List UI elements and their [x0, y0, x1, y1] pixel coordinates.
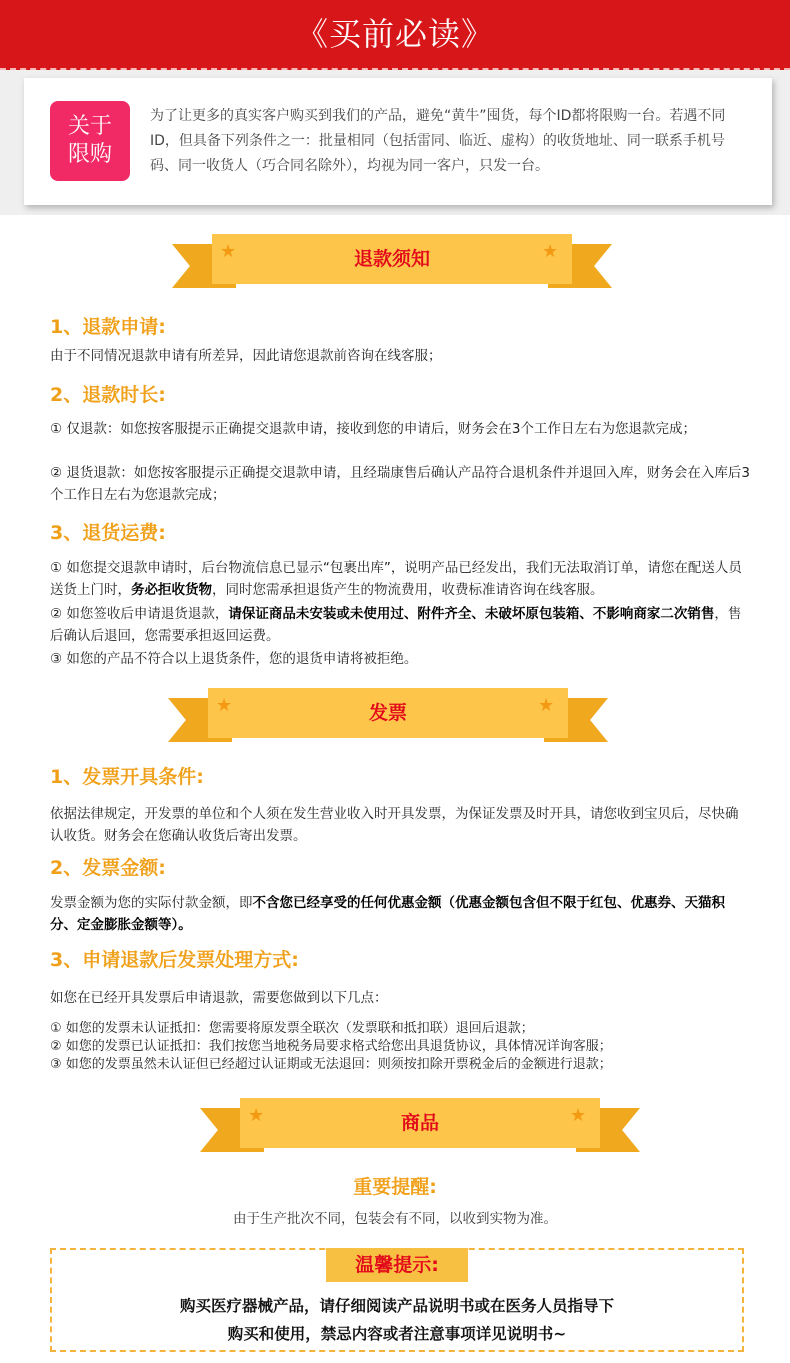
limit-text: 为了让更多的真实客户购买到我们的产品，避免“黄牛”囤货，每个ID都将限购一台。若遇不同ID，但具备下列条件之一：批量相同（包括雷同、临近、虚构）的收货地址、同一联系手机号码、同一收货人（巧合同名除外），均视为同一客户，只发一台。 [150, 108, 726, 174]
notice-box [50, 1248, 744, 1352]
invoice-amount-text [50, 892, 750, 936]
text-run: ，售后确认后退回，您需要承担返回运费。 [50, 606, 742, 644]
star-icon: ★ [248, 1105, 265, 1126]
return-shipping-item-2 [50, 603, 750, 647]
refund-apply-text: 由于不同情况退款申请有所差异，因此请您退款前咨询在线客服； [50, 348, 442, 364]
return-shipping-heading: 3、退货运费: [50, 522, 166, 544]
return-shipping-item-1 [50, 557, 750, 601]
limit-badge-line2: 限购 [67, 142, 112, 167]
refund-duration-item-1: ① 仅退款：如您按客服提示正确提交退款申请，接收到您的申请后，财务会在3个工作日左右为您退款完成； [50, 421, 696, 437]
invoice-ribbon [168, 688, 608, 750]
star-icon: ★ [570, 1105, 587, 1126]
return-shipping-item-3: ③ 如您的产品不符合以上退货条件，您的退货申请将被拒绝。 [50, 651, 418, 667]
limit-card [24, 78, 772, 205]
notice-line-2: 购买和使用，禁忌内容或者注意事项详见说明书~ [227, 1325, 567, 1343]
goods-ribbon-label: 商品 [400, 1112, 439, 1134]
refund-duration-item-2: ② 退货退款：如您按客服提示正确提交退款申请，且经瑞康售后确认产品符合退机条件并退回入库，财务会在入库后3个工作日左右为您退款完成； [50, 465, 750, 503]
invoice-refund-item-1: ① 如您的发票未认证抵扣：您需要将原发票全联次（发票联和抵扣联）退回后退款； [50, 1021, 534, 1036]
star-icon: ★ [538, 695, 555, 716]
notice-tag: 温馨提示: [326, 1248, 468, 1282]
star-icon: ★ [542, 241, 559, 262]
bold-text: 请保证商品未安装或未使用过、附件齐全、未破坏原包装箱、不影响商家二次销售 [228, 606, 715, 622]
limit-badge [50, 101, 130, 181]
limit-badge-line1: 关于 [67, 114, 112, 139]
refund-apply-heading: 1、退款申请: [50, 316, 166, 338]
text-run: ，同时您需承担退货产生的物流费用，收费标准请咨询在线客服。 [212, 582, 604, 598]
star-icon: ★ [220, 241, 237, 262]
invoice-refund-item-3: ③ 如您的发票虽然未认证但已经超过认证期或无法退回：则须按扣除开票税金后的金额进行退款； [50, 1057, 612, 1072]
text-run: ① 如您提交退款申请时，后台物流信息已显示“包裹出库”，说明产品已经发出，我们无法取消订单，请您在配送人员送货上门时， [50, 560, 742, 598]
invoice-refund-item-2: ② 如您的发票已认证抵扣：我们按您当地税务局要求格式给您出具退货协议，具体情况详询客服； [50, 1039, 612, 1054]
goods-heading: 重要提醒: [353, 1176, 437, 1198]
invoice-refund-heading: 3、申请退款后发票处理方式: [50, 949, 299, 971]
refund-ribbon [172, 234, 612, 296]
text-run: 发票金额为您的实际付款金额，即 [50, 895, 253, 911]
bold-text: 务必拒收货物 [131, 582, 212, 598]
goods-text: 由于生产批次不同，包装会有不同，以收到实物为准。 [233, 1211, 557, 1227]
star-icon: ★ [216, 695, 233, 716]
invoice-condition-text: 依据法律规定，开发票的单位和个人须在发生营业收入时开具发票，为保证发票及时开具，请您收到宝贝后，尽快确认收货。财务会在您确认收货后寄出发票。 [50, 806, 739, 844]
refund-ribbon-label: 退款须知 [353, 248, 430, 270]
notice-line-1: 购买医疗器械产品，请仔细阅读产品说明书或在医务人员指导下 [179, 1297, 614, 1315]
limit-section [0, 70, 790, 215]
invoice-amount-heading: 2、发票金额: [50, 857, 166, 879]
bold-text: 不含您已经享受的任何优惠金额（优惠金额包含但不限于红包、优惠券、天猫积分、定金膨胀金额等）。 [50, 895, 725, 933]
text-run: ② 如您签收后申请退货退款， [50, 606, 229, 622]
page-title: 《买前必读》 [295, 15, 494, 53]
header-bar [0, 0, 790, 70]
invoice-condition-heading: 1、发票开具条件: [50, 766, 204, 788]
refund-duration-heading: 2、退款时长: [50, 384, 166, 406]
invoice-refund-intro: 如您在已经开具发票后申请退款，需要您做到以下几点： [50, 990, 388, 1006]
invoice-ribbon-label: 发票 [368, 702, 407, 724]
goods-ribbon [200, 1098, 640, 1160]
